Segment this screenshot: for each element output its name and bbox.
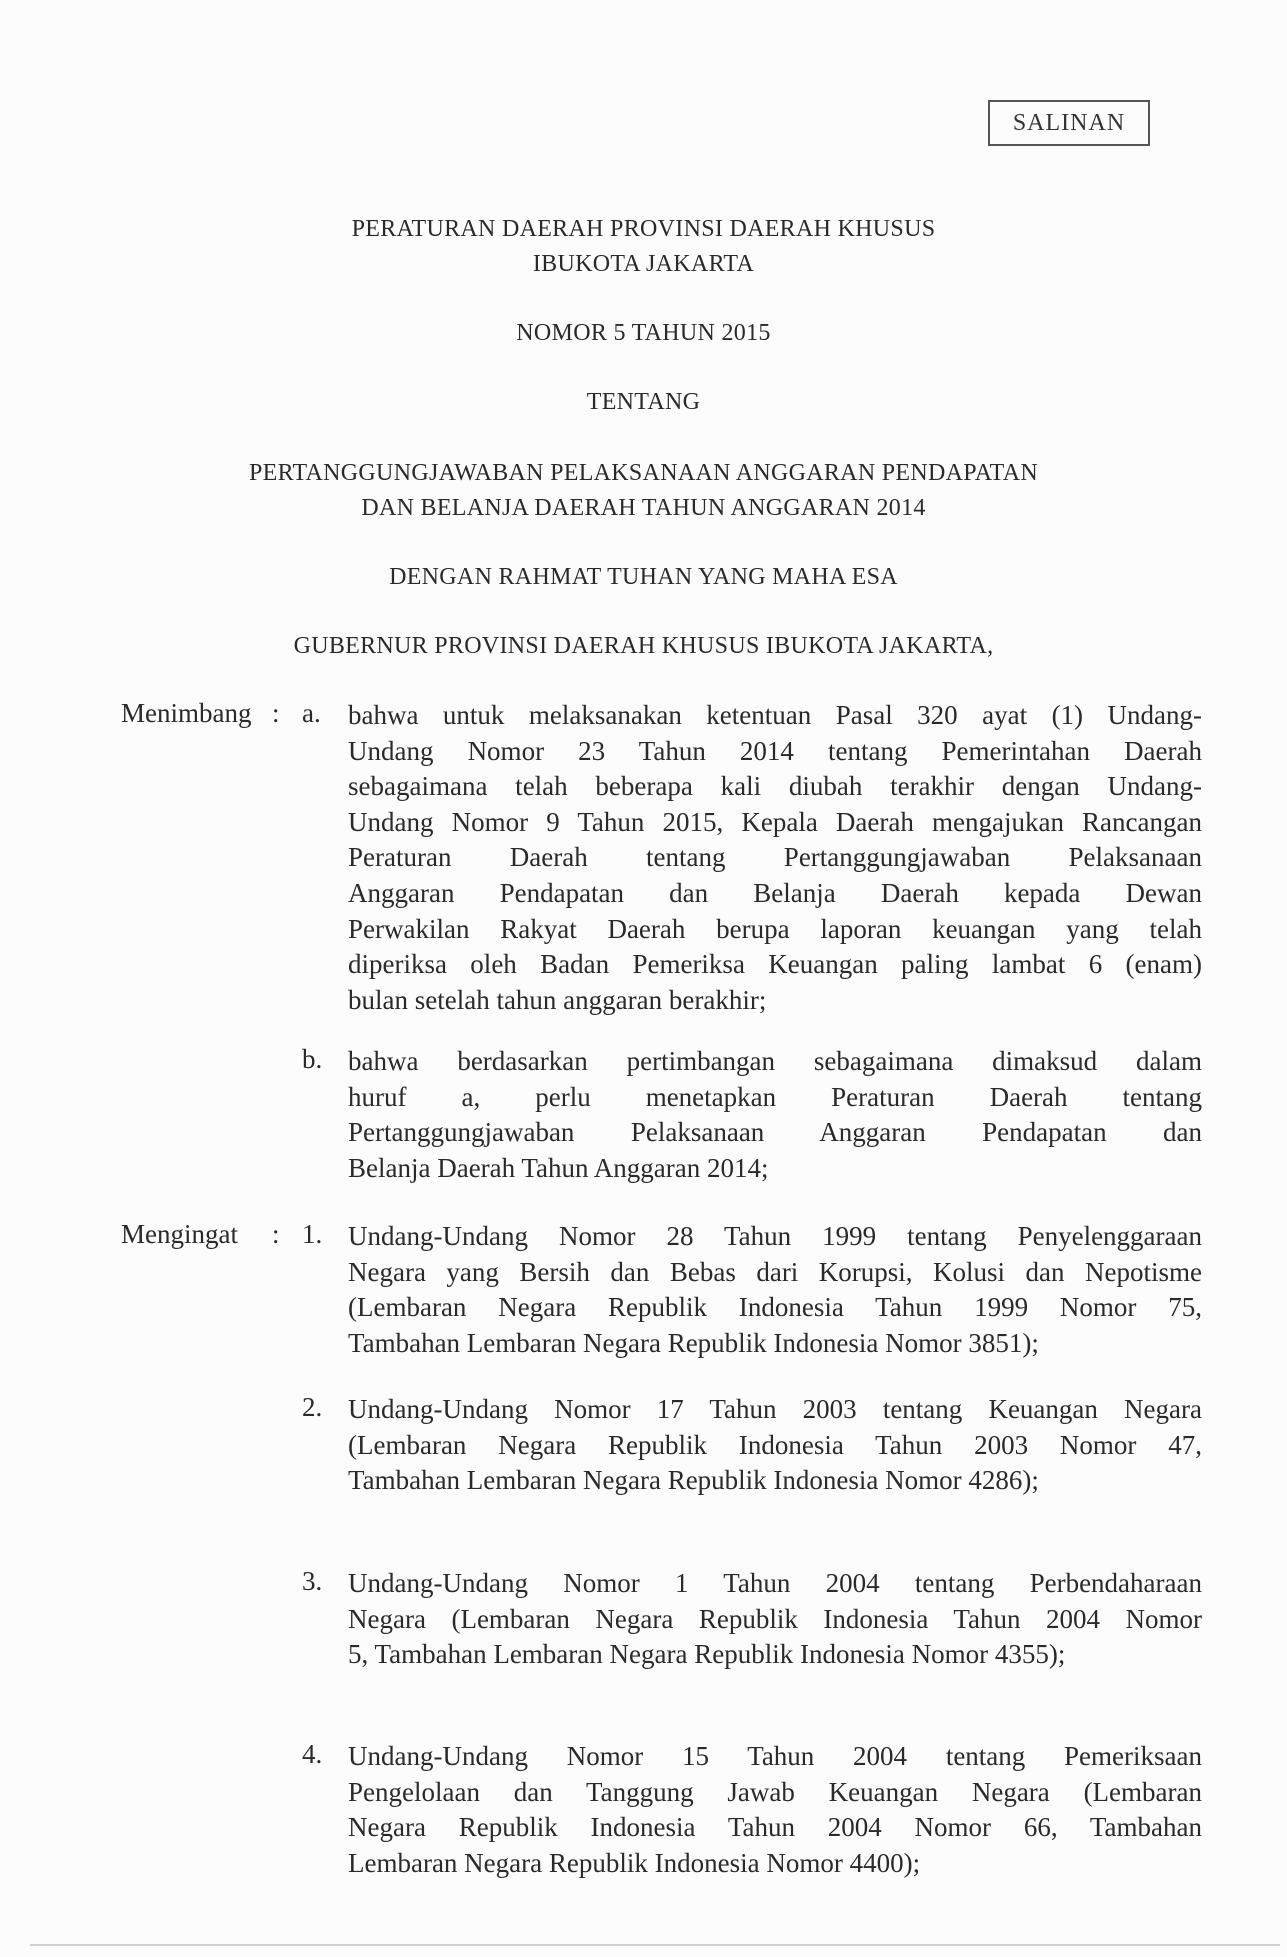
page-bottom-rule (30, 1944, 1280, 1946)
text-line: 5, Tambahan Lembaran Negara Republik Indonesia Nomor 4355); (348, 1639, 1066, 1670)
text-line: Peraturan Daerah tentang Pertanggungjawaban Pelaksanaan (348, 842, 1202, 873)
text-line: Pertanggungjawaban Pelaksanaan Anggaran Pendapatan dan (348, 1117, 1202, 1148)
text-line: bahwa berdasarkan pertimbangan sebagaimana dimaksud dalam (348, 1046, 1202, 1076)
item-marker: 2. (302, 1392, 323, 1422)
text-line: Lembaran Negara Republik Indonesia Nomor 4400); (348, 1847, 921, 1878)
text-line: bulan setelah tahun anggaran berakhir; (348, 984, 767, 1015)
mengingat-colon: : (272, 1219, 280, 1249)
mengingat-item-4 (348, 1739, 1202, 1881)
mengingat-item-2 (348, 1392, 1202, 1499)
title-line-2: IBUKOTA JAKARTA (532, 251, 755, 277)
text-line: sebagaimana telah beberapa kali diubah terakhir dengan Undang- (348, 771, 1202, 802)
item-marker: 4. (302, 1739, 323, 1769)
text-line: huruf a, perlu menetapkan Peraturan Daerah tentang (348, 1081, 1202, 1112)
menimbang-item-a (348, 698, 1202, 1018)
salinan-stamp: SALINAN (988, 100, 1150, 146)
mengingat-item-3 (348, 1566, 1202, 1673)
about-heading: TENTANG (586, 389, 701, 415)
subject-line-1: PERTANGGUNGJAWABAN PELAKSANAAN ANGGARAN PENDAPATAN (249, 460, 1038, 486)
text-line: Negara yang Bersih dan Bebas dari Korupsi, Kolusi dan Nepotisme (348, 1256, 1202, 1287)
text-line: Negara Republik Indonesia Tahun 2004 Nomor 66, Tambahan (348, 1812, 1202, 1843)
text-line: Tambahan Lembaran Negara Republik Indonesia Nomor 3851); (348, 1327, 1039, 1358)
menimbang-item-b (348, 1044, 1202, 1186)
text-line: diperiksa oleh Badan Pemeriksa Keuangan paling lambat 6 (enam) (348, 949, 1202, 980)
text-line: Pengelolaan dan Tanggung Jawab Keuangan Negara (Lembaran (348, 1776, 1202, 1807)
text-line: bahwa untuk melaksanakan ketentuan Pasal 320 ayat (1) Undang- (348, 700, 1202, 730)
subject-line-2: DAN BELANJA DAERAH TAHUN ANGGARAN 2014 (361, 495, 926, 521)
text-line: Undang Nomor 9 Tahun 2015, Kepala Daerah mengajukan Rancangan (348, 806, 1202, 837)
regulation-number: NOMOR 5 TAHUN 2015 (516, 320, 771, 346)
authority: GUBERNUR PROVINSI DAERAH KHUSUS IBUKOTA JAKARTA, (293, 633, 994, 659)
text-line: Undang-Undang Nomor 28 Tahun 1999 tentang Penyelenggaraan (348, 1221, 1202, 1251)
invocation: DENGAN RAHMAT TUHAN YANG MAHA ESA (389, 564, 898, 590)
text-line: Undang Nomor 23 Tahun 2014 tentang Pemerintahan Daerah (348, 735, 1202, 766)
text-line: Negara (Lembaran Negara Republik Indonesia Tahun 2004 Nomor (348, 1603, 1202, 1634)
text-line: Anggaran Pendapatan dan Belanja Daerah kepada Dewan (348, 877, 1202, 908)
title-line-1: PERATURAN DAERAH PROVINSI DAERAH KHUSUS (351, 216, 936, 242)
mengingat-item-1 (348, 1219, 1202, 1361)
menimbang-colon: : (272, 698, 280, 728)
text-line: (Lembaran Negara Republik Indonesia Tahun 1999 Nomor 75, (348, 1292, 1202, 1323)
text-line: Belanja Daerah Tahun Anggaran 2014; (348, 1152, 769, 1183)
text-line: Undang-Undang Nomor 15 Tahun 2004 tentang Pemeriksaan (348, 1741, 1202, 1771)
mengingat-label: Mengingat (121, 1219, 238, 1249)
text-line: Undang-Undang Nomor 17 Tahun 2003 tentang Keuangan Negara (348, 1394, 1202, 1424)
text-line: Undang-Undang Nomor 1 Tahun 2004 tentang Perbendaharaan (348, 1568, 1202, 1598)
text-line: (Lembaran Negara Republik Indonesia Tahun 2003 Nomor 47, (348, 1429, 1202, 1460)
item-marker: 3. (302, 1566, 323, 1596)
item-marker: b. (302, 1044, 323, 1074)
text-line: Tambahan Lembaran Negara Republik Indonesia Nomor 4286); (348, 1465, 1039, 1496)
text-line: Perwakilan Rakyat Daerah berupa laporan keuangan yang telah (348, 913, 1202, 944)
item-marker: 1. (302, 1219, 323, 1249)
menimbang-label: Menimbang (121, 698, 252, 728)
item-marker: a. (302, 698, 321, 728)
